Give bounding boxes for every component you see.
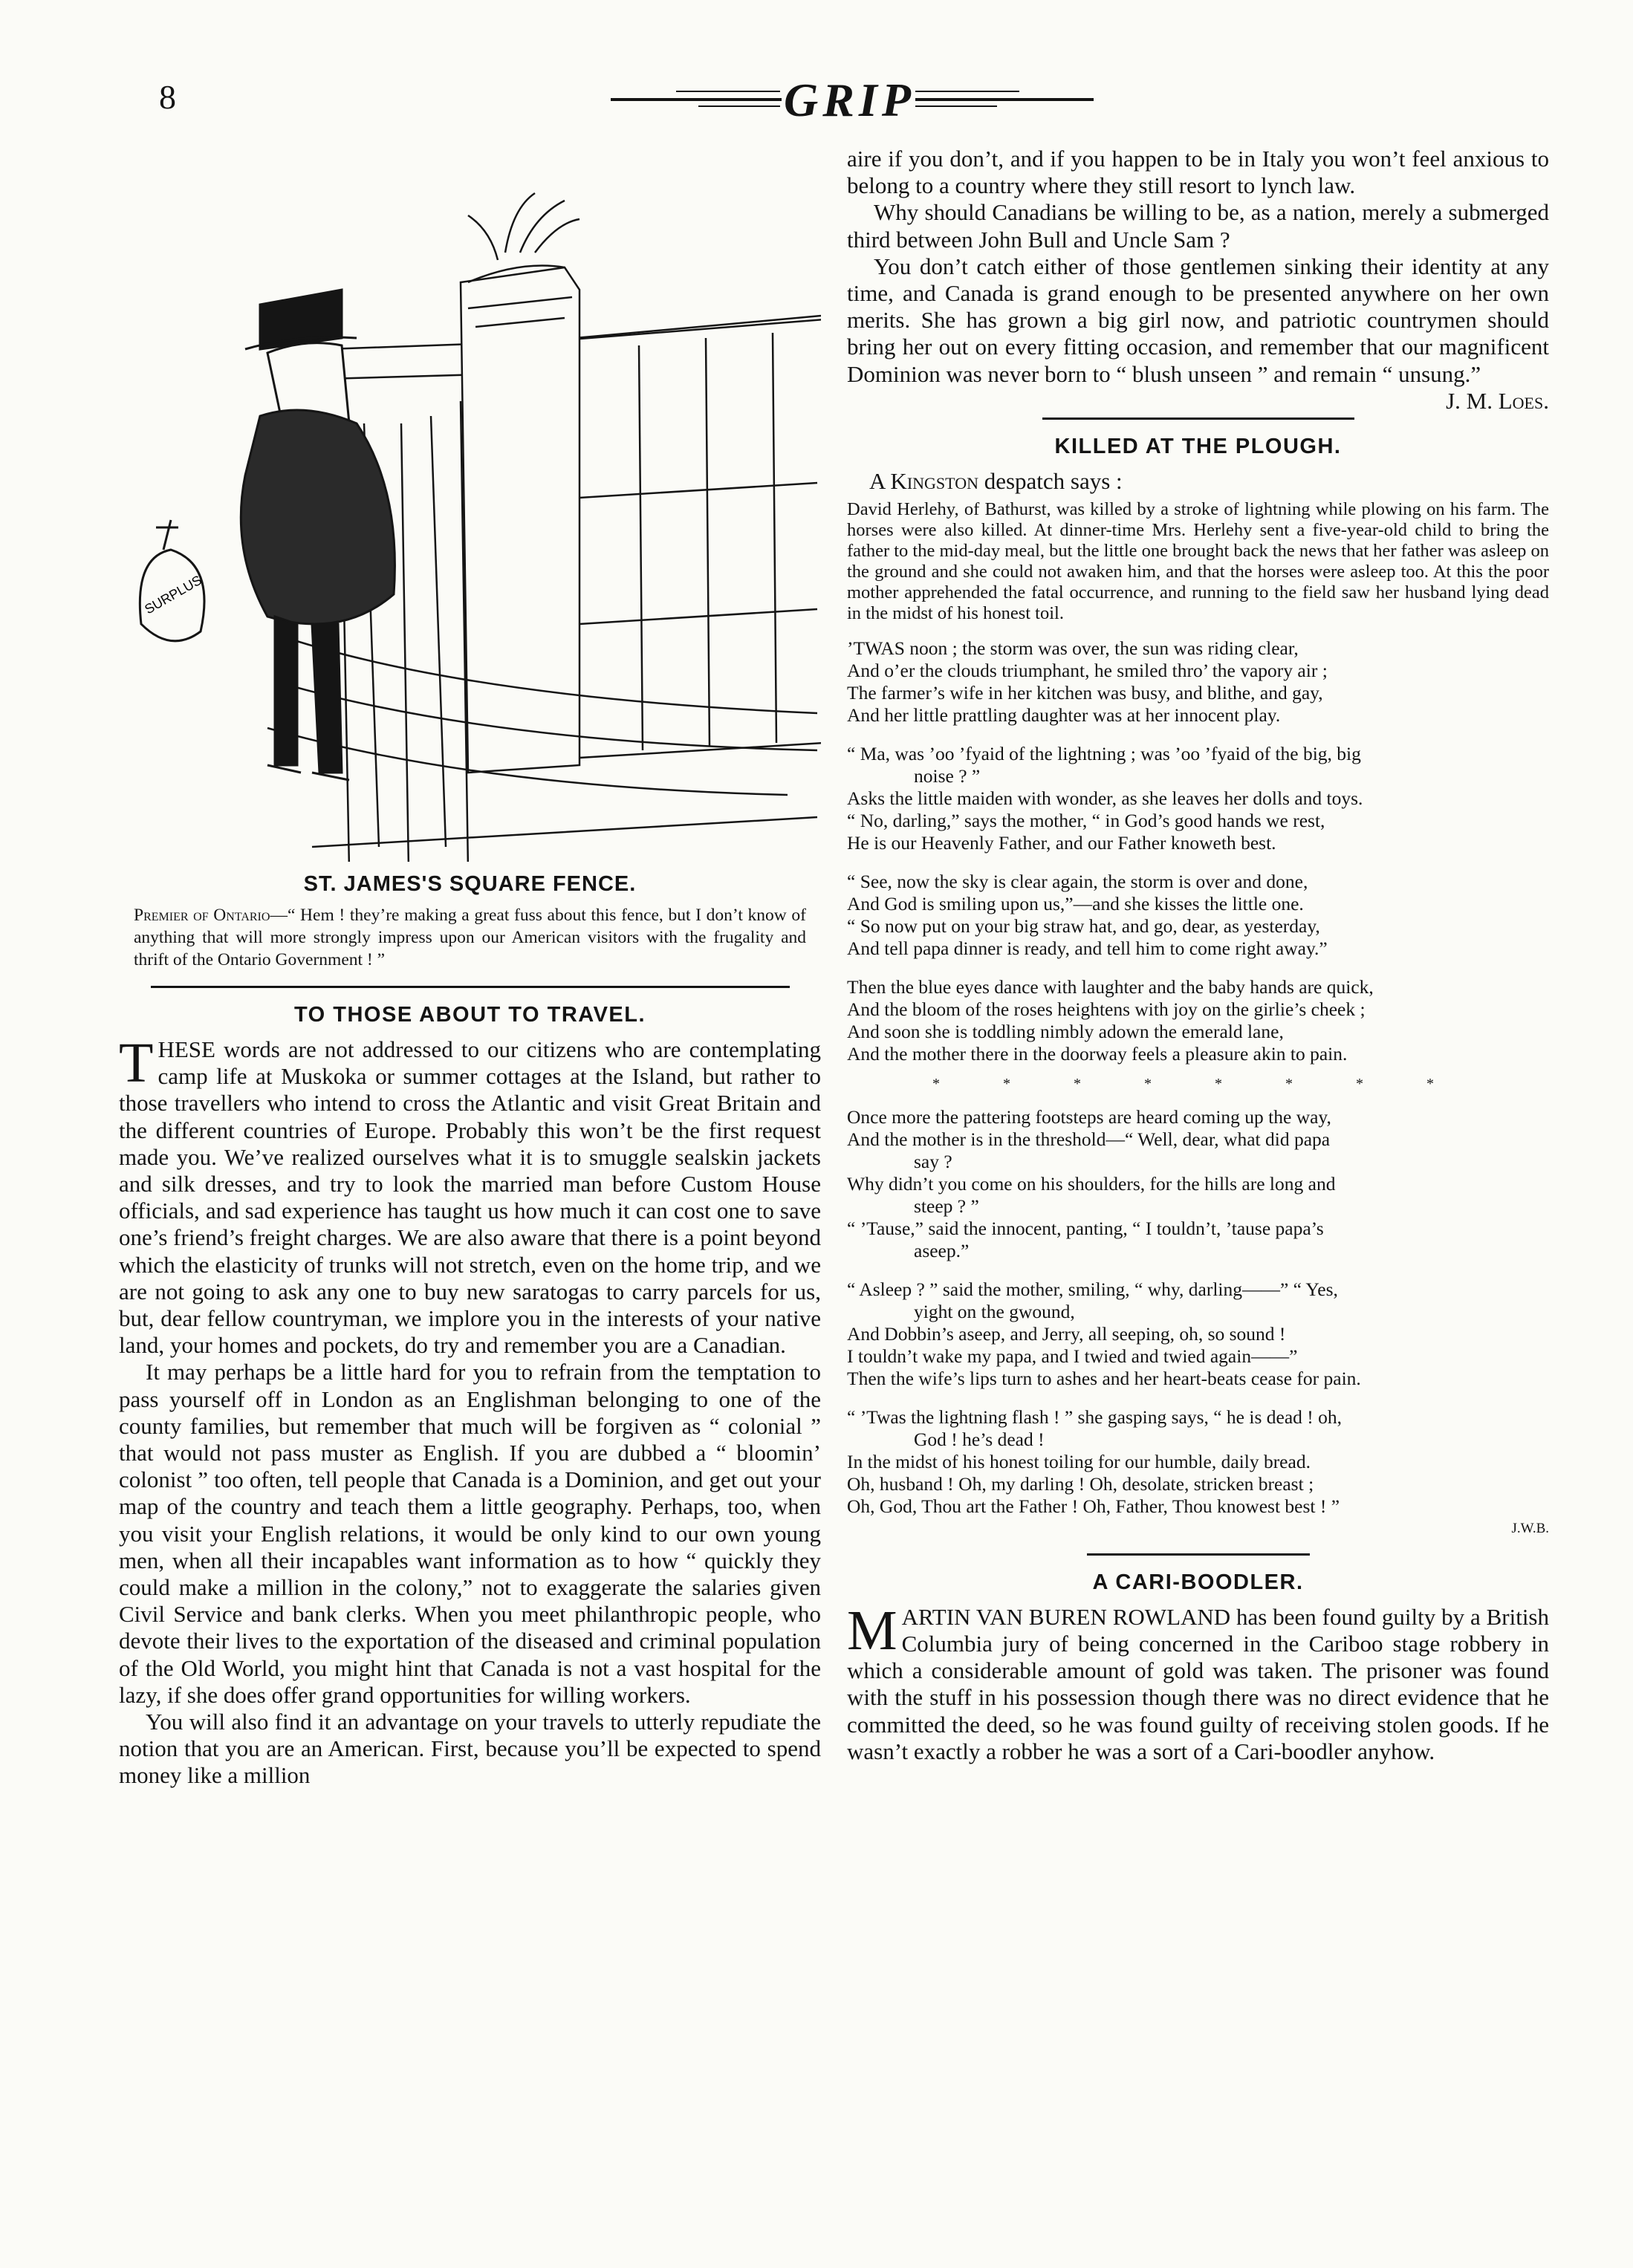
poem-stanza: [847, 976, 1549, 1065]
poem-stanza: [847, 743, 1549, 854]
poem-line: “ So now put on your big straw hat, and go, dear, as yesterday,: [847, 914, 1320, 937]
poem-line: aseep.”: [914, 1239, 970, 1261]
poem-line: And the mother there in the doorway feels a pleasure akin to pain.: [847, 1042, 1348, 1065]
poem-line: In the midst of his honest toiling for our humble, daily bread.: [847, 1450, 1311, 1472]
poem-line: And Dobbin’s aseep, and Jerry, all seeping, oh, so sound !: [847, 1322, 1286, 1345]
poem-line: And tell papa dinner is ready, and tell him to come right away.”: [847, 937, 1328, 959]
boodler-heading: A CARI-BOODLER.: [1092, 1570, 1304, 1594]
cartoon-title: ST. JAMES'S SQUARE FENCE.: [303, 872, 637, 896]
travel-paragraph-1: HESE words are not addressed to our citizens who are contemplating camp life at Muskoka or summer cottages at the Island, but rather to those travellers who intend to cross the Atlantic and visit Great Britain and the different countries of Europe. Probably this won’t be the first request made you. We’ve realized ourselves what it is to smuggle sealskin jackets and silk dresses, and try to look the married man before Custom House officials, and sad experience has taught us how much it can cost one to save one’s friend’s freight charges. We are also aware that there is a point beyond which the elasticity of trunks will not stretch, even on the home trip, and we are not going to ask any one to buy new saratogas to carry parcels for us, but, dear fellow countryman, we implore you in the interests of your native land, your homes and pockets, do try and remember you are a Canadian.: [119, 1036, 821, 1359]
plough-heading: KILLED AT THE PLOUGH.: [1054, 434, 1342, 458]
page-number: 8: [159, 78, 176, 116]
masthead-title: GRIP: [784, 74, 915, 126]
travel-paragraph-4: Why should Canadians be willing to be, as a nation, merely a submerged third between John Bull and Uncle Sam ?: [847, 199, 1549, 253]
plough-report: David Herlehy, of Bathurst, was killed by a stroke of lightning while plowing on his farm. The horses were also killed. At dinner-time Mrs. Herlehy sent a five-year-old child to bring the father to the mid-day meal, but the little one brought back the news that her father was asleep on the ground and she could not awaken him, and that the horses were asleep too. At this the poor mother apprehended the fatal occurrence, and running to the field saw her husband lying dead in the midst of his honest toil.: [847, 498, 1549, 623]
poem-line: “ Asleep ? ” said the mother, smiling, “ why, darling——” “ Yes,: [847, 1278, 1338, 1300]
poem-line: And soon she is toddling nimbly adown the emerald lane,: [847, 1020, 1284, 1042]
poem-line: “ ’Tause,” said the innocent, panting, “ I touldn’t, ’tause papa’s: [847, 1217, 1324, 1239]
poem-line: Oh, God, Thou art the Father ! Oh, Father, Thou knowest best ! ”: [847, 1495, 1340, 1517]
poem-line: And the bloom of the roses heightens with joy on the girlie’s cheek ;: [847, 998, 1366, 1020]
plough-poem: [847, 637, 1549, 1537]
poem-line: Once more the pattering footsteps are heard coming up the way,: [847, 1105, 1331, 1128]
poem-line: steep ? ”: [914, 1195, 979, 1217]
poem-line: I touldn’t wake my papa, and I twied and twied again——”: [847, 1345, 1298, 1367]
boodler-article: [847, 1599, 1549, 1765]
plough-intro-rest: despatch says :: [984, 467, 1123, 494]
poem-stanza: [847, 637, 1549, 727]
poem-initials: J.W.B.: [1511, 1520, 1549, 1536]
poem-line: Then the wife’s lips turn to ashes and her heart-beats cease for pain.: [847, 1367, 1361, 1389]
cartoon-drawing: [119, 178, 821, 862]
travel-dropcap: T: [119, 1032, 154, 1094]
poem-line: The farmer’s wife in her kitchen was busy, and blithe, and gay,: [847, 681, 1323, 704]
poem-line: God ! he’s dead !: [914, 1428, 1045, 1450]
masthead-rule-left: [611, 98, 782, 101]
poem-line: “ See, now the sky is clear again, the storm is over and done,: [847, 870, 1308, 892]
poem-line: noise ? ”: [914, 764, 981, 787]
poem-line: Then the blue eyes dance with laughter and the baby hands are quick,: [847, 975, 1374, 998]
poem-line: And God is smiling upon us,”—and she kisses the little one.: [847, 892, 1304, 914]
poem-stanza: [847, 1406, 1549, 1518]
poem-line: He is our Heavenly Father, and our Father knoweth best.: [847, 831, 1276, 854]
poem-stanza: [847, 871, 1549, 960]
surplus-bag-label: SURPLUS: [142, 572, 204, 617]
section-divider: [1042, 417, 1354, 420]
cartoon-caption: [134, 904, 806, 971]
cartoon-illustration: [119, 178, 821, 862]
poem-line: “ ’Twas the lightning flash ! ” she gasping says, “ he is dead ! oh,: [847, 1406, 1343, 1428]
poem-line: Oh, husband ! Oh, my darling ! Oh, desolate, stricken breast ;: [847, 1472, 1314, 1495]
plough-intro-place: A Kingston: [869, 467, 978, 494]
poem-line: And her little prattling daughter was at her innocent play.: [847, 704, 1281, 726]
travel-heading: TO THOSE ABOUT TO TRAVEL.: [293, 1003, 646, 1027]
travel-article: [119, 1032, 821, 1790]
poem-stanza: [847, 1106, 1549, 1262]
poem-line: And o’er the clouds triumphant, he smiled thro’ the vapory air ;: [847, 659, 1328, 681]
travel-paragraph-3: You will also find it an advantage on your travels to utterly repudiate the notion that you are an American. First, because you’ll be expected to spend money like a million: [119, 1709, 821, 1789]
masthead-rule-right: [915, 98, 1094, 101]
poem-line: Asks the little maiden with wonder, as she leaves her dolls and toys.: [847, 787, 1363, 809]
left-column: [119, 178, 821, 1790]
travel-paragraph-5: You don’t catch either of those gentlemen sinking their identity at any time, and Canada is grand enough to be presented anywhere on her own merits. She has grown a big girl now, and patriotic countrymen should bring her out on every fitting occasion, and remember that our magnificent Dominion was never born to “ blush unseen ” and remain “ unsung.”: [847, 253, 1549, 387]
poem-line: And the mother is in the threshold—“ Well, dear, what did papa: [847, 1128, 1331, 1150]
boodler-dropcap: M: [847, 1599, 897, 1662]
poem-line: Why didn’t you come on his shoulders, for the hills are long and: [847, 1172, 1336, 1195]
boodler-body: ARTIN VAN BUREN ROWLAND has been found guilty by a British Columbia jury of being concerned in the Cariboo stage robbery in which a considerable amount of gold was taken. The prisoner was found with the stuff in his possession though there was no direct evidence that he committed the deed, so he was found guilty of receiving stolen goods. If he wasn’t exactly a robber he was a sort of a Cari-boodler anyhow.: [847, 1603, 1549, 1764]
poem-line: yight on the gwound,: [914, 1300, 1075, 1322]
masthead: [594, 73, 1100, 125]
travel-paragraph-2: It may perhaps be a little hard for you to refrain from the temptation to pass yourself off in London as an Englishman belonging to one of the county families, but remember that much will be forgiven as “ colonial ” that would not pass muster as English. If you are dubbed a “ bloomin’ colonist ” too often, tell people that Canada is a Dominion, and get out your map of the country and teach them a little geography. Perhaps, too, when you visit your English relations, it would be only kind to our own young men, when all their incapables want information as to how “ quickly they could make a million in the colony,” not to exaggerate the salaries given Civil Service and bank clerks. When you meet philanthropic people, who devote their lives to the exportation of the diseased and criminal population of the Old World, you might hint that Canada is not a vast hospital for the lazy, if she does offer grand opportunities for willing workers.: [119, 1359, 821, 1708]
section-divider: [1087, 1553, 1310, 1556]
travel-signature: J. M. Loes.: [1446, 387, 1549, 414]
poem-line: ’TWAS noon ; the storm was over, the sun was riding clear,: [847, 637, 1299, 659]
poem-line: “ Ma, was ’oo ’fyaid of the lightning ; was ’oo ’fyaid of the big, big: [847, 742, 1361, 764]
right-column: [847, 146, 1549, 1765]
plough-intro: [869, 468, 1549, 495]
travel-article-continued: [847, 146, 1549, 414]
poem-stanza: [847, 1278, 1549, 1390]
poem-line: “ No, darling,” says the mother, “ in God’s good hands we rest,: [847, 809, 1325, 831]
poem-section-break: * * * * * * * *: [932, 1075, 1464, 1092]
poem-line: say ?: [914, 1150, 952, 1172]
cartoon-speaker: Premier of Ontario: [134, 906, 270, 925]
travel-paragraph-3-continued: aire if you don’t, and if you happen to be in Italy you won’t feel anxious to belong to a country where they still resort to lynch law.: [847, 146, 1549, 199]
section-divider: [151, 986, 790, 988]
cartoon-caption-text: —“ Hem ! they’re making a great fuss about this fence, but I don’t know of anything that will more strongly impress upon our American visitors with the frugality and thrift of the Ontario Government ! ”: [134, 906, 806, 969]
